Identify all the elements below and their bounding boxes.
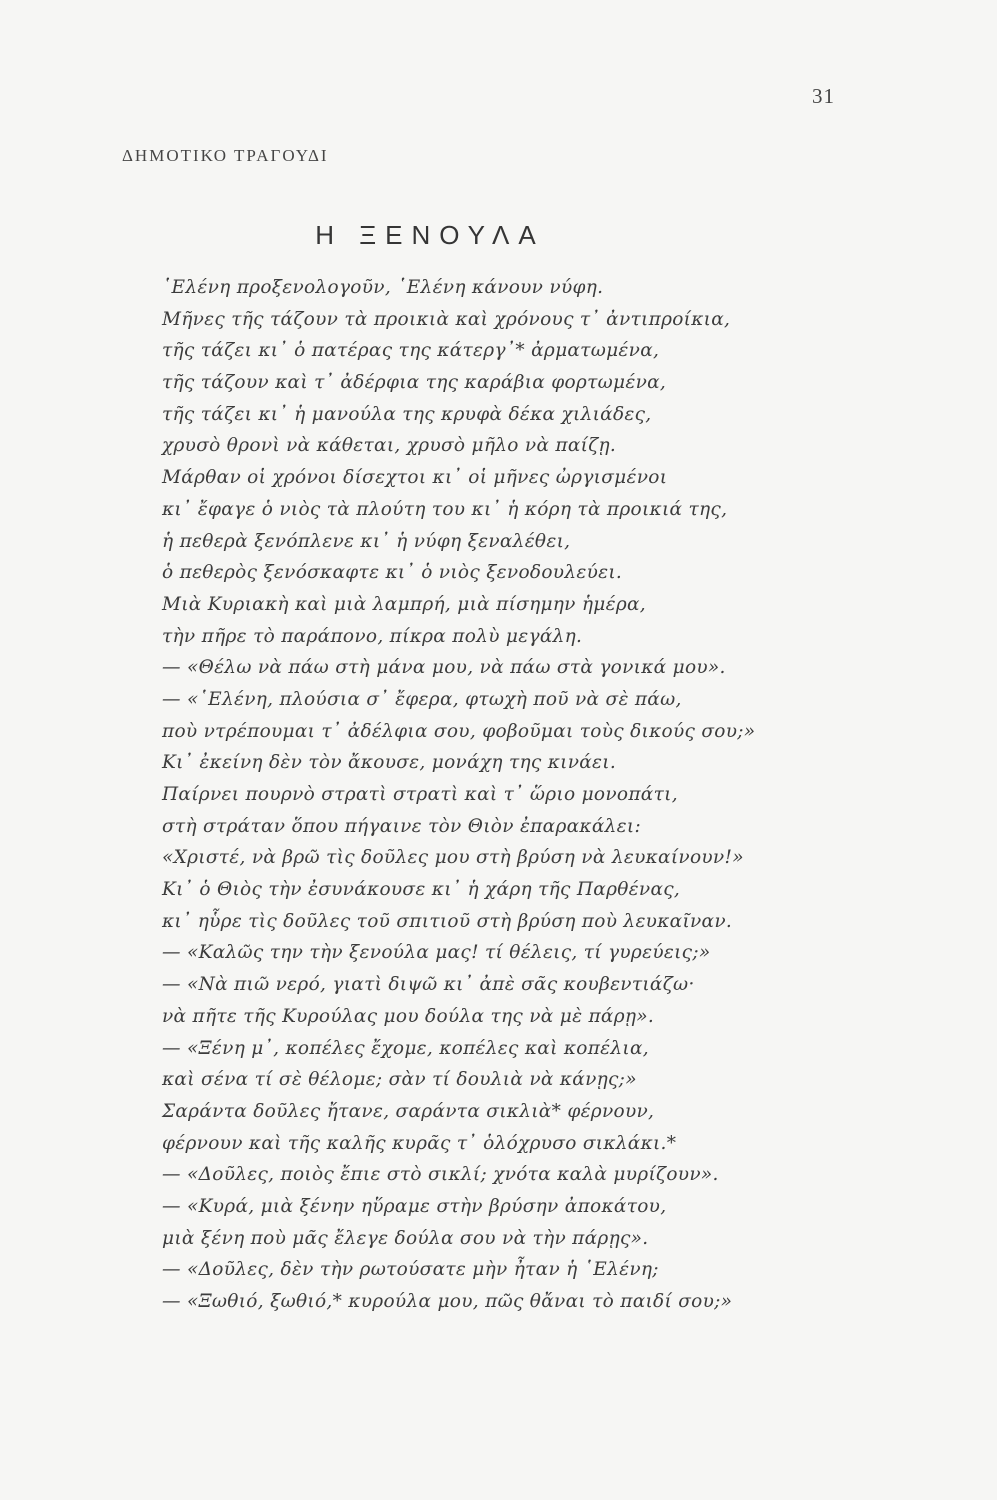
poem-line: — «Δοῦλες, δὲν τὴν ρωτούσατε μὴν ἦταν ἡ ῾Ελένη; (162, 1259, 659, 1281)
poem-line: — «Δοῦλες, ποιὸς ἔπιε στὸ σικλί; χνότα καλὰ μυρίζουν». (162, 1164, 719, 1186)
poem-line: Κι᾽ ὁ Θιὸς τὴν ἐσυνάκουσε κι᾽ ἡ χάρη τῆς Παρθένας, (162, 879, 681, 901)
poem-line: μιὰ ξένη ποὺ μᾶς ἔλεγε δούλα σου νὰ τὴν πάρῃς». (162, 1227, 649, 1249)
poem-line: Μιὰ Κυριακὴ καὶ μιὰ λαμπρή, μιὰ πίσημην ἡμέρα, (162, 593, 646, 615)
poem-line: Κι᾽ ἐκείνη δὲν τὸν ἄκουσε, μονάχη της κινάει. (162, 752, 616, 774)
poem-line: τῆς τάζουν καὶ τ᾽ ἀδέρφια της καράβια φορτωμένα, (162, 372, 667, 394)
poem-line: — «Νὰ πιῶ νερό, γιατὶ διψῶ κι᾽ ἀπὲ σᾶς κουβεντιάζω· (162, 974, 695, 996)
section-label: ΔΗΜΟΤΙΚΟ ΤΡΑΓΟΥΔΙ (122, 146, 329, 165)
poem-line: κι᾽ ἔφαγε ὁ νιὸς τὰ πλούτη του κι᾽ ἡ κόρη τὰ προικιά της, (162, 498, 728, 520)
poem-line: — «Ξένη μ᾽, κοπέλες ἔχομε, κοπέλες καὶ κοπέλια, (162, 1037, 649, 1059)
poem-line: νὰ πῆτε τῆς Κυρούλας μου δούλα της νὰ μὲ πάρῃ». (162, 1005, 655, 1027)
poem-line: ὁ πεθερὸς ξενόσκαφτε κι᾽ ὁ νιὸς ξενοδουλεύει. (162, 562, 623, 584)
poem-title: Η ΞΕΝΟΥΛΑ (315, 220, 545, 251)
poem-line: Μάρθαν οἱ χρόνοι δίσεχτοι κι᾽ οἱ μῆνες ὠργισμένοι (162, 467, 668, 489)
poem-line: — «Ξωθιό, ξωθιό,* κυρούλα μου, πῶς θἄναι τὸ παιδί σου;» (162, 1291, 733, 1312)
poem-line: — «Θέλω νὰ πάω στὴ μάνα μου, νὰ πάω στὰ γονικά μου». (162, 657, 726, 679)
poem-line: Μῆνες τῆς τάζουν τὰ προικιὰ καὶ χρόνους τ᾽ ἀντιπροίκια, (162, 308, 731, 330)
poem-line: στὴ στράταν ὅπου πήγαινε τὸν Θιὸν ἐπαρακάλει: (162, 815, 641, 837)
poem-line: — «Κυρά, μιὰ ξένην ηὕραμε στὴν βρύσην ἀποκάτου, (162, 1195, 667, 1217)
poem-line: κι᾽ ηὗρε τὶς δοῦλες τοῦ σπιτιοῦ στὴ βρύση ποὺ λευκαῖναν. (162, 910, 733, 932)
poem-line: χρυσὸ θρονὶ νὰ κάθεται, χρυσὸ μῆλο νὰ παίζῃ. (162, 435, 617, 457)
poem-line: — «Καλῶς την τὴν ξενούλα μας! τί θέλεις, τί γυρεύεις;» (162, 942, 711, 964)
poem-line: φέρνουν καὶ τῆς καλῆς κυρᾶς τ᾽ ὁλόχρυσο σικλάκι.* (162, 1132, 677, 1154)
poem-line: «Χριστέ, νὰ βρῶ τὶς δοῦλες μου στὴ βρύση νὰ λευκαίνουν!» (162, 847, 744, 869)
poem-line: Παίρνει πουρνὸ στρατὶ στρατὶ καὶ τ᾽ ὥριο μονοπάτι, (162, 784, 678, 805)
poem-line: ἡ πεθερὰ ξενόπλενε κι᾽ ἡ νύφη ξεναλέθει, (162, 530, 571, 552)
page-number: 31 (812, 84, 835, 108)
poem-line: τῆς τάζει κι᾽ ἡ μανούλα της κρυφὰ δέκα χιλιάδες, (162, 403, 652, 425)
poem-line: — «῾Ελένη, πλούσια σ᾽ ἔφερα, φτωχὴ ποῦ νὰ σὲ πάω, (162, 688, 682, 710)
poem-line: τῆς τάζει κι᾽ ὁ πατέρας της κάτεργ᾽* ἀρματωμένα, (162, 340, 660, 362)
poem-line: Σαράντα δοῦλες ἤτανε, σαράντα σικλιὰ* φέρνουν, (162, 1100, 655, 1122)
poem-body (162, 272, 862, 1318)
poem-line: ῾Ελένη προξενολογοῦν, ῾Ελένη κάνουν νύφη. (162, 277, 604, 298)
poem-line: τὴν πῆρε τὸ παράπονο, πίκρα πολὺ μεγάλη. (162, 625, 583, 647)
poem-line: καὶ σένα τί σὲ θέλομε; σὰν τί δουλιὰ νὰ κάνῃς;» (162, 1069, 637, 1091)
poem-line: ποὺ ντρέπουμαι τ᾽ ἀδέλφια σου, φοβοῦμαι τοὺς δικούς σου;» (162, 720, 756, 742)
